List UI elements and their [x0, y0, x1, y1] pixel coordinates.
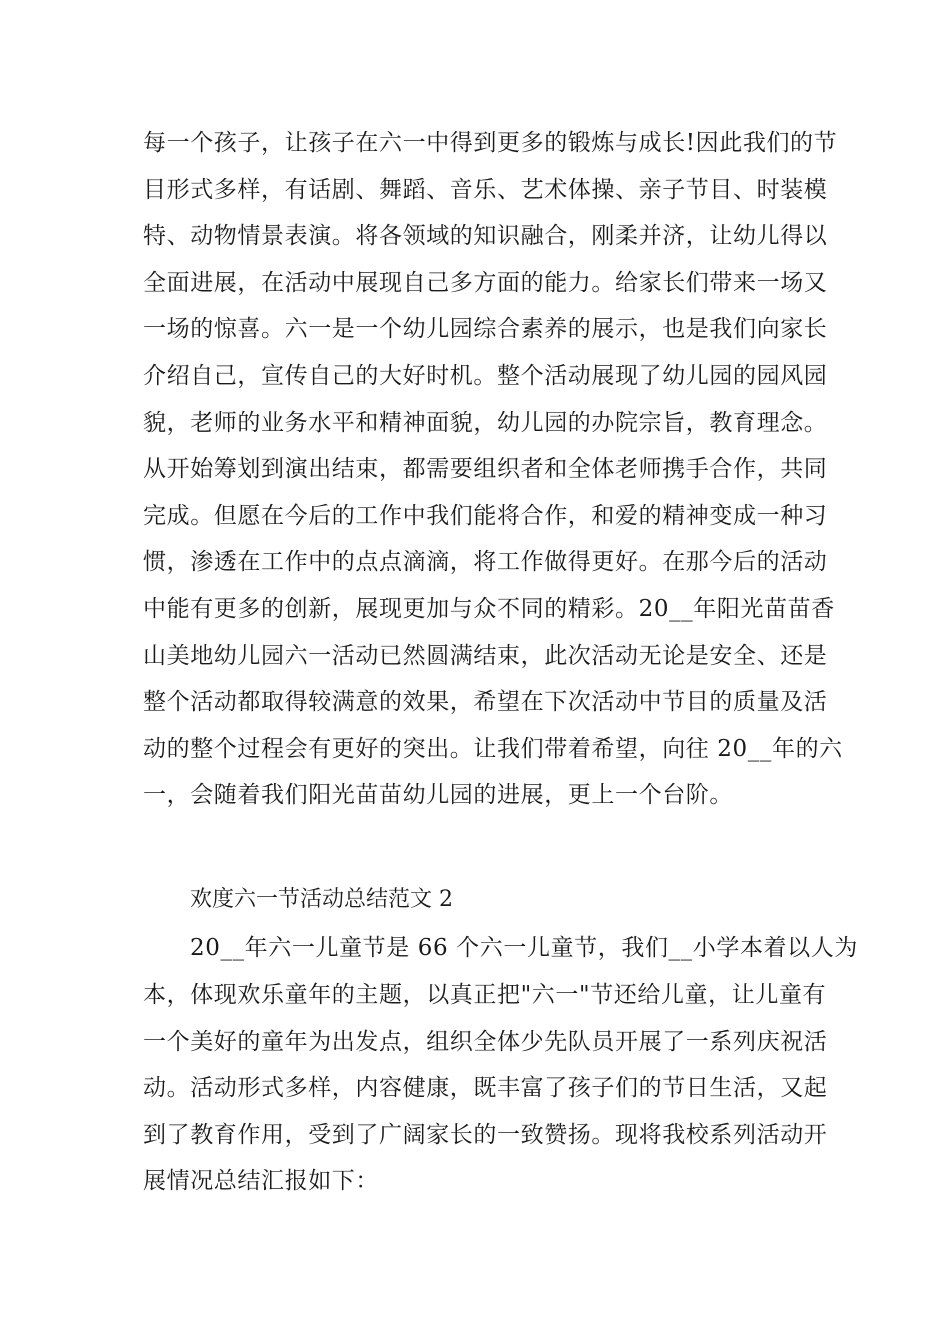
paragraph-line: 介绍自己，宣传自己的大好时机。整个活动展现了幼儿园的园风园 — [143, 362, 828, 389]
paragraph-line: 到了教育作用，受到了广阔家长的一致赞扬。现将我校系列活动开 — [143, 1121, 828, 1148]
paragraph-line: 本，体现欢乐童年的主题，以真正把"六一"节还给儿童，让儿童有 — [143, 982, 827, 1008]
paragraph-2 — [143, 972, 828, 1205]
paragraph-line: 貌，老师的业务水平和精神面貌，幼儿园的办院宗旨，教育理念。 — [143, 409, 828, 436]
paragraph-line: 惯，渗透在工作中的点点滴滴，将工作做得更好。在那今后的活动 — [143, 549, 828, 576]
paragraph-line: 动。活动形式多样，内容健康，既丰富了孩子们的节日生活，又起 — [143, 1075, 828, 1102]
paragraph-line: 一，会随着我们阳光苗苗幼儿园的进展，更上一个台阶。 — [143, 782, 733, 809]
paragraph-line: 特、动物情景表演。将各领域的知识融合，刚柔并济，让幼儿得以 — [143, 223, 828, 250]
paragraph-line: 山美地幼儿园六一活动已然圆满结束，此次活动无论是安全、还是 — [143, 642, 828, 669]
paragraph-line: 整个活动都取得较满意的效果，希望在下次活动中节目的质量及活 — [143, 689, 828, 716]
section-heading: 欢度六一节活动总结范文 2 — [190, 887, 453, 912]
paragraph-line: 目形式多样，有话剧、舞蹈、音乐、艺术体操、亲子节目、时装模 — [143, 176, 828, 203]
paragraph-line: 中能有更多的创新，展现更加与众不同的精彩。20__年阳光苗苗香 — [143, 595, 835, 622]
paragraph-line: 全面进展，在活动中展现自己多方面的能力。给家长们带来一场又 — [143, 269, 828, 296]
paragraph-line: 完成。但愿在今后的工作中我们能将合作，和爱的精神变成一种习 — [143, 502, 828, 529]
paragraph-1 — [143, 120, 843, 819]
paragraph-line: 一场的惊喜。六一是一个幼儿园综合素养的展示，也是我们向家长 — [143, 316, 828, 343]
paragraph-line: 展情况总结汇报如下： — [143, 1168, 379, 1195]
paragraph-line: 一个美好的童年为出发点，组织全体少先队员开展了一系列庆祝活 — [143, 1028, 828, 1055]
paragraph-line: 从开始筹划到演出结束，都需要组织者和全体老师携手合作，共同 — [143, 456, 828, 483]
paragraph-line: 每一个孩子，让孩子在六一中得到更多的锻炼与成长!因此我们的节 — [143, 130, 838, 156]
paragraph-line: 动的整个过程会有更好的突出。让我们带着希望，向往 20__年的六 — [143, 735, 843, 762]
paragraph-2-first-line: 20__年六一儿童节是 66 个六一儿童节，我们__小学本着以人为 — [190, 935, 858, 961]
